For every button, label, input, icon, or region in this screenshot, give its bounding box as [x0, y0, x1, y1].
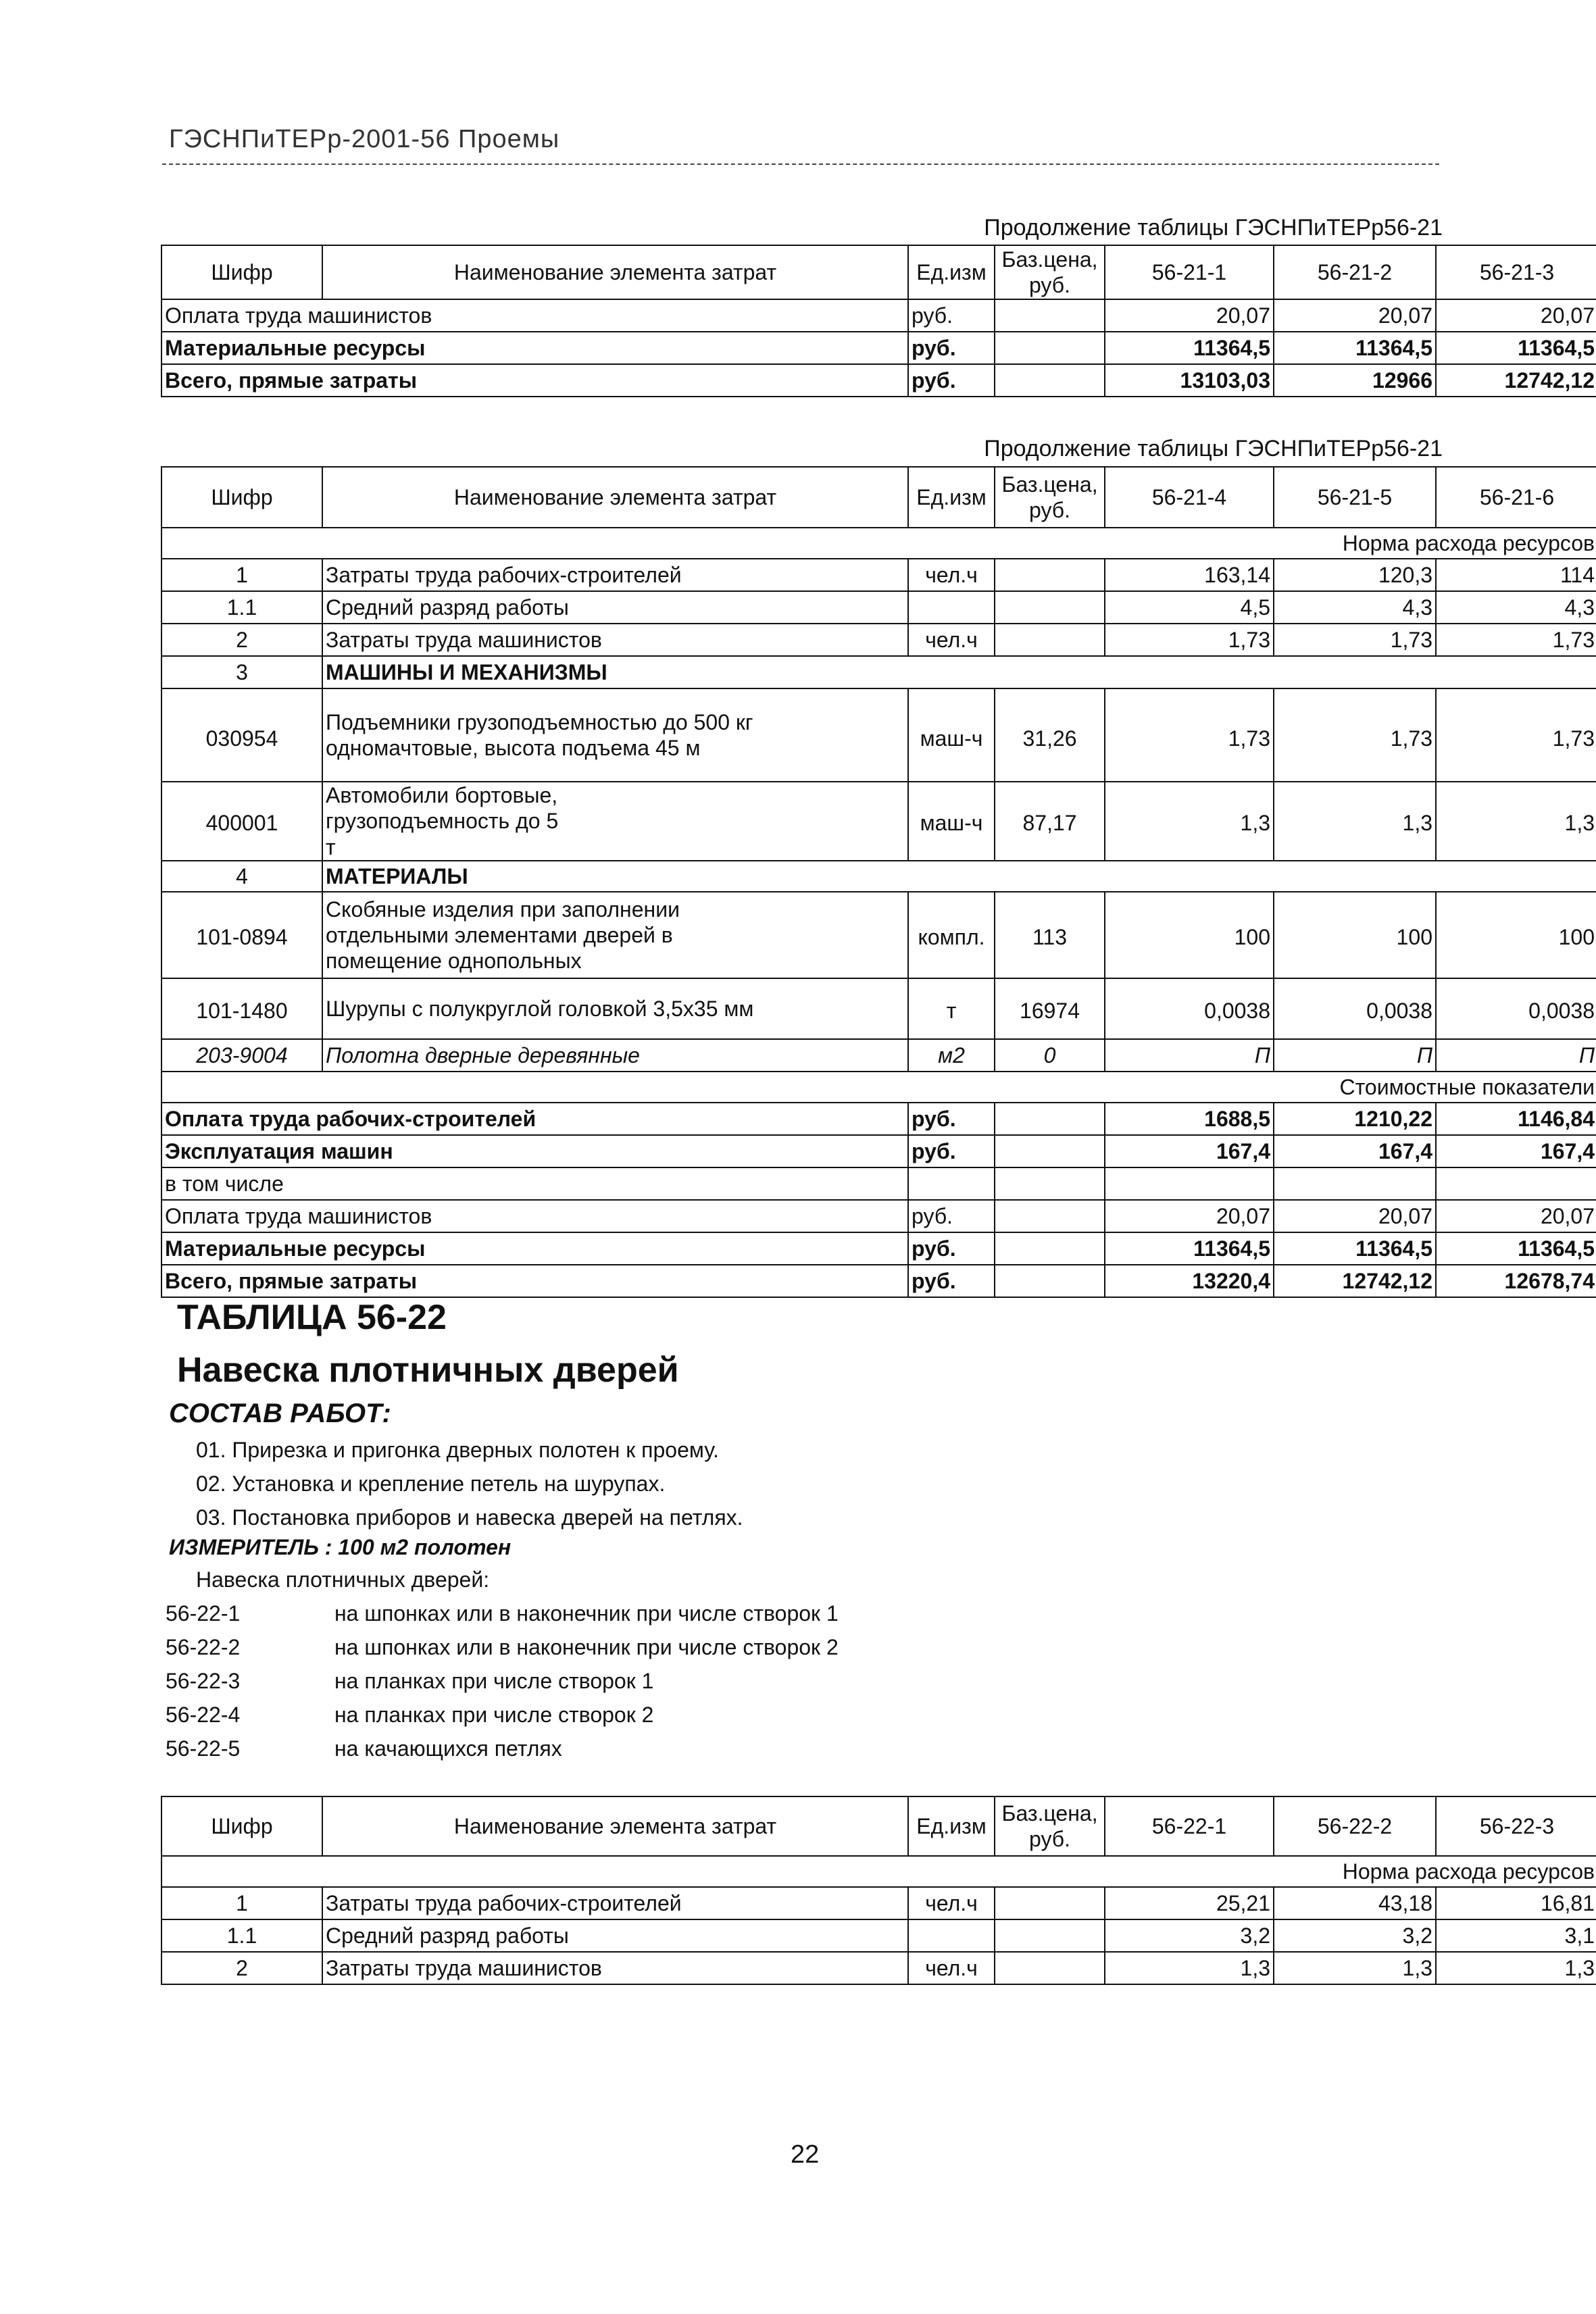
row-name: Материальные ресурсы — [161, 1232, 908, 1265]
norm-label: Норма расхода ресурсов — [161, 1856, 1596, 1887]
row-unit: маш-ч — [908, 688, 995, 782]
table-row — [161, 1919, 1596, 1952]
page-number: 22 — [791, 2140, 820, 2169]
row-name: Затраты труда машинистов — [322, 1952, 908, 1984]
row-name: Затраты труда рабочих-строителей — [322, 1887, 908, 1919]
row-v1: 1,3 — [1105, 1952, 1274, 1984]
row-name: Всего, прямые затраты — [161, 1265, 908, 1297]
work-step: 02. Установка и крепление петель на шурупах. — [196, 1472, 666, 1496]
row-price: 113 — [995, 892, 1105, 978]
row-price — [995, 299, 1105, 332]
table-row — [161, 1039, 1596, 1072]
row-code: 101-1480 — [161, 978, 322, 1039]
row-v1: 0,0038 — [1105, 978, 1274, 1039]
row-name: МАШИНЫ И МЕХАНИЗМЫ — [322, 656, 1596, 688]
item-desc: на шпонках или в наконечник при числе створок 1 — [334, 1601, 839, 1626]
meter-line: ИЗМЕРИТЕЛЬ : 100 м2 полотен — [169, 1535, 512, 1559]
row-code: 400001 — [161, 782, 322, 861]
row-price — [995, 1919, 1105, 1952]
row-v2: 1,3 — [1274, 782, 1436, 861]
row-unit: руб. — [908, 1200, 995, 1232]
table-row — [161, 559, 1596, 591]
item-desc: на качающихся петлях — [334, 1736, 562, 1761]
row-unit: руб. — [908, 1135, 995, 1167]
table-row — [161, 1103, 1596, 1135]
norm-label-row — [161, 1856, 1596, 1887]
row-name: МАТЕРИАЛЫ — [322, 861, 1596, 892]
item-code: 56-22-5 — [166, 1736, 241, 1761]
row-v2: 100 — [1274, 892, 1436, 978]
row-unit: м2 — [908, 1039, 995, 1072]
norm-label-row — [161, 528, 1596, 559]
row-v3: 100 — [1436, 892, 1596, 978]
page-header: ГЭСНПиТЕРр-2001-56 Проемы — [169, 125, 560, 153]
row-name: Оплата труда рабочих-строителей — [161, 1103, 908, 1135]
row-v2: 12966 — [1274, 364, 1436, 397]
row-name: Оплата труда машинистов — [161, 299, 908, 332]
row-price — [995, 1200, 1105, 1232]
table-row — [161, 299, 1596, 332]
table-row — [161, 1952, 1596, 1984]
row-price — [995, 1232, 1105, 1265]
head-unit: Ед.изм — [908, 245, 995, 299]
table3-header-row — [161, 1796, 1596, 1856]
row-v2: 20,07 — [1274, 1200, 1436, 1232]
row-v3: 12742,12 — [1436, 364, 1596, 397]
row-code: 1 — [161, 559, 322, 591]
row-v2: 1,73 — [1274, 624, 1436, 656]
table-row — [161, 332, 1596, 364]
row-v3: 12678,74 — [1436, 1265, 1596, 1297]
row-v1: 163,14 — [1105, 559, 1274, 591]
row-v1: 20,07 — [1105, 299, 1274, 332]
row-v1: 13103,03 — [1105, 364, 1274, 397]
row-v2: 167,4 — [1274, 1135, 1436, 1167]
head-col2: 56-21-5 — [1274, 467, 1436, 528]
row-v3 — [1436, 1167, 1596, 1200]
row-code: 1 — [161, 1887, 322, 1919]
table-row — [161, 364, 1596, 397]
row-name: Средний разряд работы — [322, 1919, 908, 1952]
row-v1: 11364,5 — [1105, 1232, 1274, 1265]
row-price — [995, 332, 1105, 364]
section-subtitle: Навеска плотничных дверей — [177, 1351, 679, 1390]
row-name: Затраты труда рабочих-строителей — [322, 559, 908, 591]
row-v3: 167,4 — [1436, 1135, 1596, 1167]
table2-header-row — [161, 467, 1596, 528]
row-unit: руб. — [908, 1232, 995, 1265]
row-code: 030954 — [161, 688, 322, 782]
row-v3: 11364,5 — [1436, 332, 1596, 364]
row-name: Затраты труда машинистов — [322, 624, 908, 656]
row-v1: 11364,5 — [1105, 332, 1274, 364]
table-row — [161, 1167, 1596, 1200]
row-unit: чел.ч — [908, 1952, 995, 1984]
row-v2: 12742,12 — [1274, 1265, 1436, 1297]
item-desc: на шпонках или в наконечник при числе створок 2 — [334, 1635, 839, 1659]
row-v1: 100 — [1105, 892, 1274, 978]
row-code: 203-9004 — [161, 1039, 322, 1072]
table1 — [161, 245, 1596, 397]
row-v1: 4,5 — [1105, 591, 1274, 624]
row-unit: чел.ч — [908, 559, 995, 591]
head-name: Наименование элемента затрат — [322, 467, 908, 528]
row-price — [995, 624, 1105, 656]
row-v2: 4,3 — [1274, 591, 1436, 624]
header-rule — [162, 164, 1439, 165]
table-row — [161, 1200, 1596, 1232]
row-v1: 1,73 — [1105, 624, 1274, 656]
row-v3: 16,81 — [1436, 1887, 1596, 1919]
head-code: Шифр — [161, 1796, 322, 1856]
row-price — [995, 1167, 1105, 1200]
row-price — [995, 1952, 1105, 1984]
table-row — [161, 892, 1596, 978]
head-code: Шифр — [161, 467, 322, 528]
row-name: Автомобили бортовые, грузоподъемность до 5 т — [322, 782, 908, 861]
row-v1: 20,07 — [1105, 1200, 1274, 1232]
row-v1: 3,2 — [1105, 1919, 1274, 1952]
row-unit: руб. — [908, 1265, 995, 1297]
row-name: Полотна дверные деревянные — [322, 1039, 908, 1072]
table-row — [161, 1135, 1596, 1167]
row-v3: П — [1436, 1039, 1596, 1072]
row-v1: 1688,5 — [1105, 1103, 1274, 1135]
item-code: 56-22-1 — [166, 1601, 241, 1626]
row-v1: 1,73 — [1105, 688, 1274, 782]
row-v2: 120,3 — [1274, 559, 1436, 591]
row-code: 1.1 — [161, 591, 322, 624]
row-v3: 3,1 — [1436, 1919, 1596, 1952]
row-v3: 20,07 — [1436, 1200, 1596, 1232]
row-unit — [908, 1167, 995, 1200]
head-name: Наименование элемента затрат — [322, 1796, 908, 1856]
table1-caption: Продолжение таблицы ГЭСНПиТЕРр56-21 — [984, 215, 1443, 241]
row-v3: 4,3 — [1436, 591, 1596, 624]
row-unit — [908, 591, 995, 624]
row-v2: П — [1274, 1039, 1436, 1072]
row-code: 4 — [161, 861, 322, 892]
work-step: 01. Прирезка и пригонка дверных полотен к проему. — [196, 1438, 719, 1462]
list-intro: Навеска плотничных дверей: — [196, 1567, 490, 1592]
item-desc: на планках при числе створок 1 — [334, 1669, 654, 1693]
head-price: Баз.цена, руб. — [995, 1796, 1105, 1856]
row-v2: 3,2 — [1274, 1919, 1436, 1952]
row-price: 87,17 — [995, 782, 1105, 861]
row-v3: 11364,5 — [1436, 1232, 1596, 1265]
work-step: 03. Постановка приборов и навеска дверей на петлях. — [196, 1505, 743, 1530]
head-col3: 56-21-6 — [1436, 467, 1596, 528]
row-v2: 43,18 — [1274, 1887, 1436, 1919]
item-code: 56-22-3 — [166, 1669, 241, 1693]
row-price — [995, 1887, 1105, 1919]
row-v2 — [1274, 1167, 1436, 1200]
row-unit: руб. — [908, 299, 995, 332]
row-unit — [908, 1919, 995, 1952]
row-v3: 114 — [1436, 559, 1596, 591]
table-title: ТАБЛИЦА 56-22 — [177, 1298, 447, 1337]
row-v2: 1,3 — [1274, 1952, 1436, 1984]
row-unit: чел.ч — [908, 624, 995, 656]
row-unit: руб. — [908, 364, 995, 397]
row-v2: 0,0038 — [1274, 978, 1436, 1039]
table3 — [161, 1796, 1596, 1985]
row-v3: 1,3 — [1436, 1952, 1596, 1984]
row-price: 16974 — [995, 978, 1105, 1039]
norm-label: Норма расхода ресурсов — [161, 528, 1596, 559]
row-v1: 167,4 — [1105, 1135, 1274, 1167]
row-v3: 1,73 — [1436, 688, 1596, 782]
row-v2: 1,73 — [1274, 688, 1436, 782]
row-price — [995, 364, 1105, 397]
section-row — [161, 656, 1596, 688]
table-row — [161, 978, 1596, 1039]
row-v3: 1,73 — [1436, 624, 1596, 656]
row-v2: 1210,22 — [1274, 1103, 1436, 1135]
row-unit: руб. — [908, 332, 995, 364]
table-row — [161, 591, 1596, 624]
row-price: 0 — [995, 1039, 1105, 1072]
head-unit: Ед.изм — [908, 1796, 995, 1856]
row-v2: 11364,5 — [1274, 1232, 1436, 1265]
head-price: Баз.цена, руб. — [995, 245, 1105, 299]
row-name: Средний разряд работы — [322, 591, 908, 624]
row-v1: 13220,4 — [1105, 1265, 1274, 1297]
row-unit: маш-ч — [908, 782, 995, 861]
row-code: 2 — [161, 1952, 322, 1984]
head-col2: 56-22-2 — [1274, 1796, 1436, 1856]
head-col1: 56-22-1 — [1105, 1796, 1274, 1856]
row-name: Скобяные изделия при заполнении отдельными элементами дверей в помещение однопольных — [322, 892, 908, 978]
head-col3: 56-21-3 — [1436, 245, 1596, 299]
cost-label: Стоимостные показатели — [161, 1072, 1596, 1103]
table-row — [161, 782, 1596, 861]
row-code: 1.1 — [161, 1919, 322, 1952]
row-code: 2 — [161, 624, 322, 656]
table2 — [161, 466, 1596, 1298]
row-unit: т — [908, 978, 995, 1039]
table-row — [161, 688, 1596, 782]
row-name: Всего, прямые затраты — [161, 364, 908, 397]
row-v3: 1,3 — [1436, 782, 1596, 861]
row-unit: руб. — [908, 1103, 995, 1135]
row-name: Подъемники грузоподъемностью до 500 кг одномачтовые, высота подъема 45 м — [322, 688, 908, 782]
row-name: Оплата труда машинистов — [161, 1200, 908, 1232]
item-code: 56-22-2 — [166, 1635, 241, 1659]
row-v2: 11364,5 — [1274, 332, 1436, 364]
row-v3: 20,07 — [1436, 299, 1596, 332]
row-name: Эксплуатация машин — [161, 1135, 908, 1167]
cost-label-row — [161, 1072, 1596, 1103]
item-desc: на планках при числе створок 2 — [334, 1703, 654, 1727]
table-row — [161, 1887, 1596, 1919]
head-unit: Ед.изм — [908, 467, 995, 528]
head-price: Баз.цена, руб. — [995, 467, 1105, 528]
row-v1: П — [1105, 1039, 1274, 1072]
row-price — [995, 1135, 1105, 1167]
head-col2: 56-21-2 — [1274, 245, 1436, 299]
section-row — [161, 861, 1596, 892]
row-name: в том числе — [161, 1167, 908, 1200]
row-code: 101-0894 — [161, 892, 322, 978]
row-v3: 0,0038 — [1436, 978, 1596, 1039]
row-price — [995, 591, 1105, 624]
row-price — [995, 1265, 1105, 1297]
row-price — [995, 559, 1105, 591]
table-row — [161, 1265, 1596, 1297]
row-name: Материальные ресурсы — [161, 332, 908, 364]
row-v1: 1,3 — [1105, 782, 1274, 861]
row-v3: 1146,84 — [1436, 1103, 1596, 1135]
head-col3: 56-22-3 — [1436, 1796, 1596, 1856]
row-v1 — [1105, 1167, 1274, 1200]
row-unit: компл. — [908, 892, 995, 978]
table2-caption: Продолжение таблицы ГЭСНПиТЕРр56-21 — [984, 436, 1443, 461]
head-name: Наименование элемента затрат — [322, 245, 908, 299]
item-code: 56-22-4 — [166, 1703, 241, 1727]
row-code: 3 — [161, 656, 322, 688]
row-price — [995, 1103, 1105, 1135]
row-v1: 25,21 — [1105, 1887, 1274, 1919]
row-unit: чел.ч — [908, 1887, 995, 1919]
head-code: Шифр — [161, 245, 322, 299]
table-row — [161, 624, 1596, 656]
table1-header-row — [161, 245, 1596, 299]
row-v2: 20,07 — [1274, 299, 1436, 332]
head-col1: 56-21-4 — [1105, 467, 1274, 528]
composition-title: СОСТАВ РАБОТ: — [169, 1399, 391, 1428]
row-price: 31,26 — [995, 688, 1105, 782]
row-name: Шурупы с полукруглой головкой 3,5х35 мм — [322, 978, 908, 1039]
head-col1: 56-21-1 — [1105, 245, 1274, 299]
table-row — [161, 1232, 1596, 1265]
